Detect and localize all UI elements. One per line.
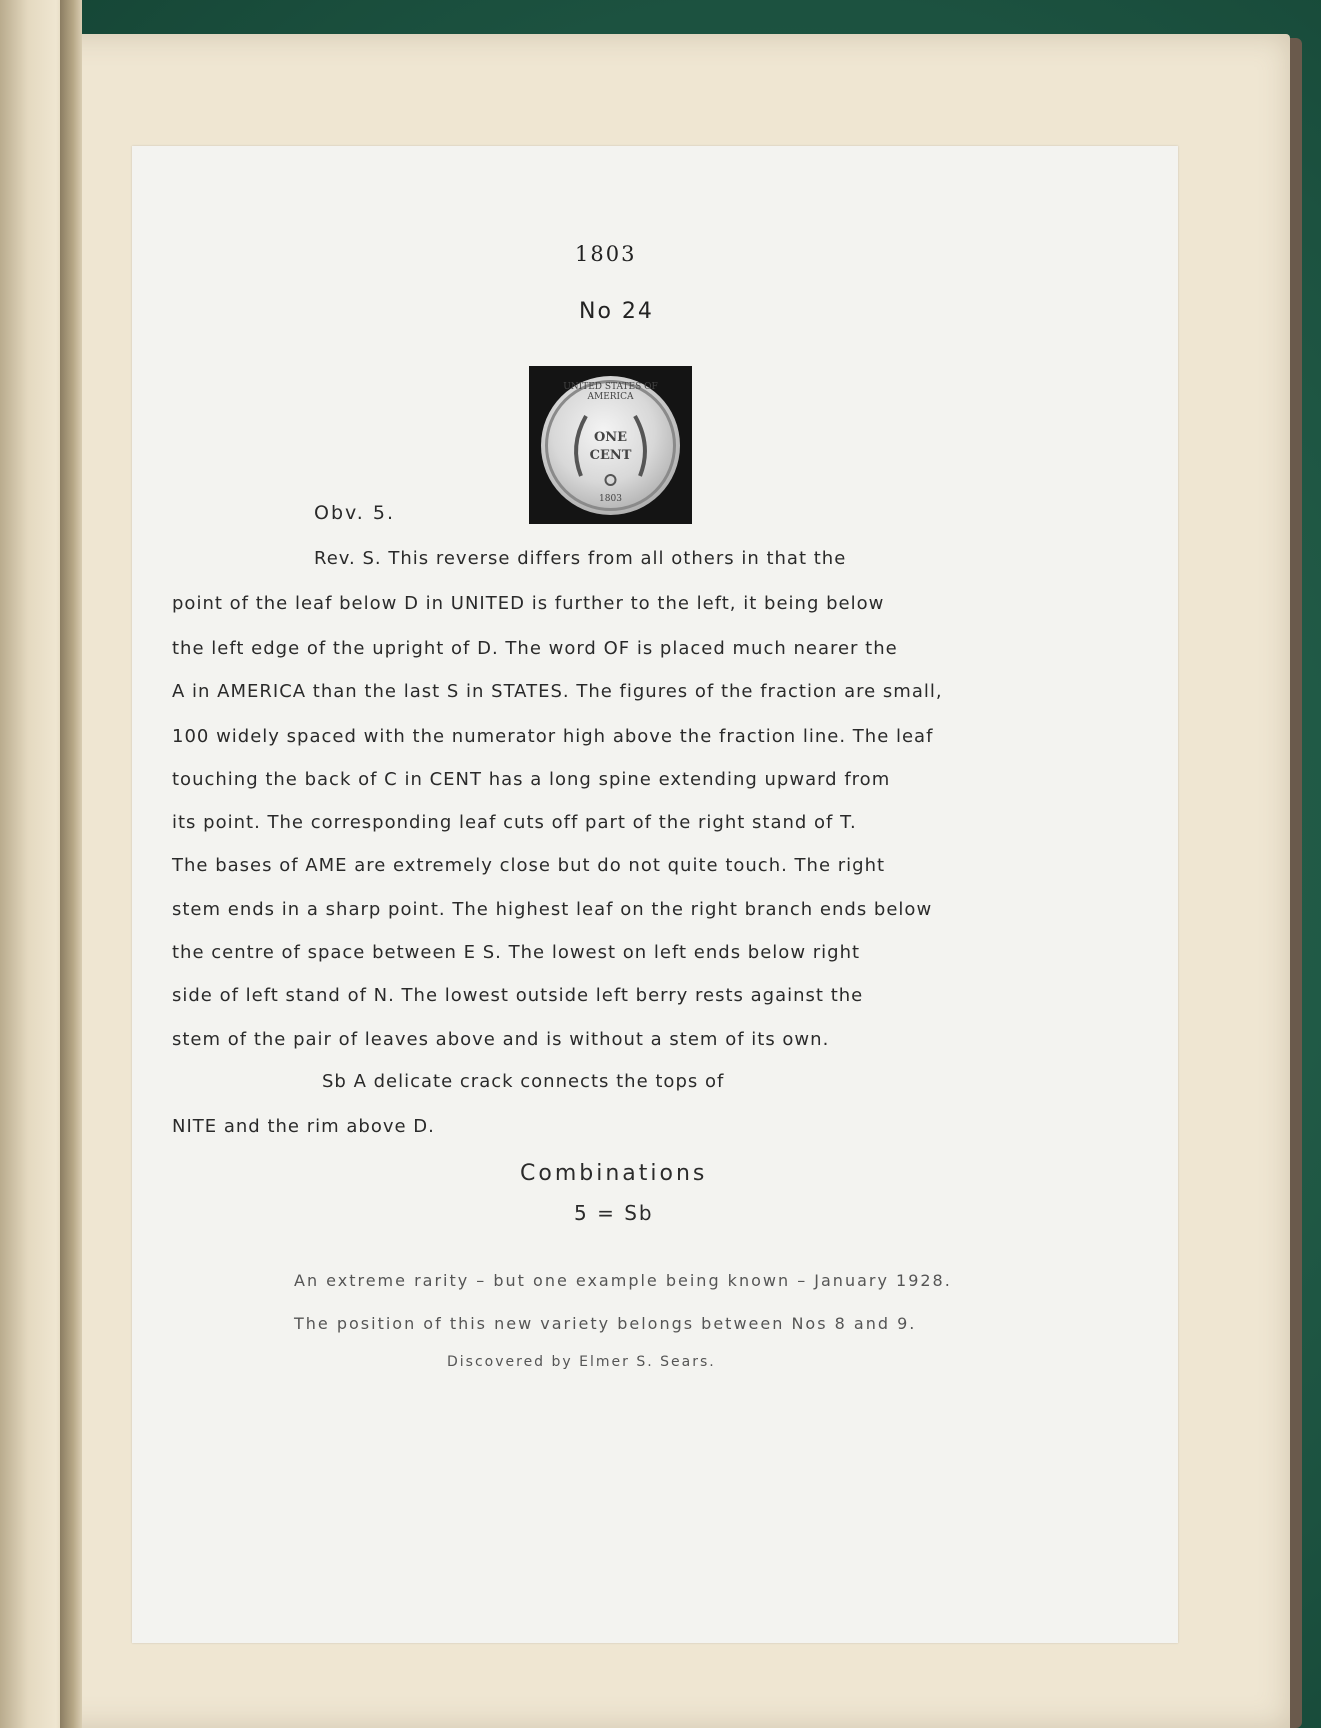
book-gutter bbox=[60, 0, 82, 1728]
plate-year: 1803 bbox=[575, 242, 637, 266]
coin-center-line2: CENT bbox=[589, 448, 632, 463]
rarity-note: An extreme rarity – but one example being known – January 1928. bbox=[294, 1271, 952, 1290]
coin-photograph bbox=[529, 366, 692, 524]
description-line: touching the back of C in CENT has a long spine extending upward from bbox=[172, 769, 891, 790]
description-line: NITE and the rim above D. bbox=[172, 1116, 435, 1137]
description-line: The bases of AME are extremely close but do not quite touch. The right bbox=[172, 855, 886, 876]
description-line: stem of the pair of leaves above and is without a stem of its own. bbox=[172, 1029, 830, 1050]
position-note: The position of this new variety belongs between Nos 8 and 9. bbox=[294, 1314, 917, 1333]
combinations-title: Combinations bbox=[520, 1161, 708, 1186]
description-line: side of left stand of N. The lowest outside left berry rests against the bbox=[172, 985, 864, 1006]
description-line: the centre of space between E S. The lowest on left ends below right bbox=[172, 942, 861, 963]
coin-date: 1803 bbox=[599, 494, 622, 504]
description-line: 100 widely spaced with the numerator high above the fraction line. The leaf bbox=[172, 726, 934, 747]
description-line: Rev. S. This reverse differs from all others in that the bbox=[314, 548, 847, 569]
obverse-label: Obv. 5. bbox=[314, 502, 395, 524]
description-line: point of the leaf below D in UNITED is further to the left, it being below bbox=[172, 593, 885, 614]
description-line: the left edge of the upright of D. The word OF is placed much nearer the bbox=[172, 638, 898, 659]
description-line: Sb A delicate crack connects the tops of bbox=[322, 1071, 725, 1092]
book-page bbox=[40, 34, 1290, 1728]
description-line: stem ends in a sharp point. The highest leaf on the right branch ends below bbox=[172, 899, 933, 920]
discoverer-note: Discovered by Elmer S. Sears. bbox=[447, 1354, 716, 1370]
photo-plate bbox=[132, 146, 1178, 1643]
coin-center-line1: ONE bbox=[593, 430, 628, 445]
plate-number: No 24 bbox=[579, 299, 654, 324]
description-line: A in AMERICA than the last S in STATES. The figures of the fraction are small, bbox=[172, 681, 943, 702]
coin-legend: UNITED STATES OF AMERICA bbox=[563, 382, 658, 402]
description-line: its point. The corresponding leaf cuts off part of the right stand of T. bbox=[172, 812, 857, 833]
coin-reverse-image bbox=[541, 376, 680, 515]
combinations-equation: 5 = Sb bbox=[574, 1201, 654, 1225]
